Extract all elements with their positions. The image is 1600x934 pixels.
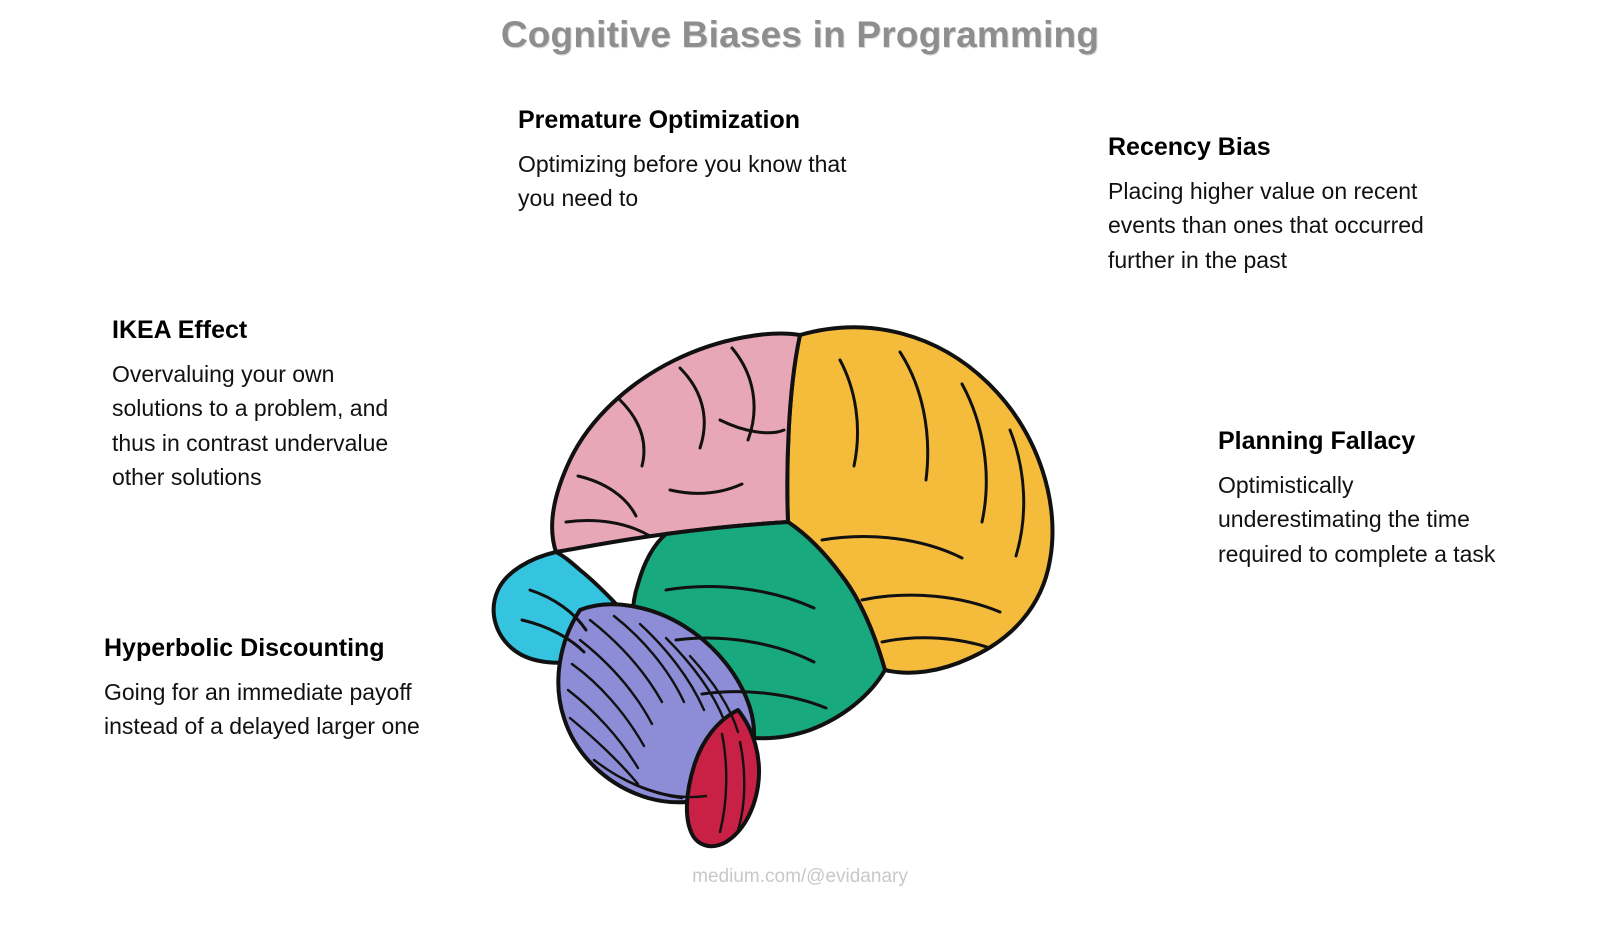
bias-title: Premature Optimization xyxy=(518,106,800,134)
bias-card-hyperbolic-discounting xyxy=(104,634,444,744)
bias-description: Placing higher value on recent events than ones that occurred further in the past xyxy=(1108,177,1424,273)
brain-illustration xyxy=(470,290,1090,860)
bias-card-recency-bias xyxy=(1108,133,1428,277)
bias-description: Optimizing before you know that you need to xyxy=(518,150,847,212)
bias-description: Optimistically underestimating the time required to complete a task xyxy=(1218,471,1496,567)
bias-description: Overvaluing your own solutions to a problem, and thus in contrast undervalue other solutions xyxy=(112,360,389,491)
bias-card-planning-fallacy xyxy=(1218,427,1498,571)
bias-title: Planning Fallacy xyxy=(1218,427,1416,455)
bias-title: IKEA Effect xyxy=(112,316,248,344)
bias-description: Going for an immediate payoff instead of a delayed larger one xyxy=(104,678,420,740)
watermark: medium.com/@evidanary xyxy=(692,866,908,887)
bias-card-premature-optimization xyxy=(518,106,878,216)
bias-card-ikea-effect xyxy=(112,316,422,495)
bias-title: Recency Bias xyxy=(1108,133,1271,161)
page-title: Cognitive Biases in Programming xyxy=(500,14,1100,55)
bias-title: Hyperbolic Discounting xyxy=(104,634,385,662)
